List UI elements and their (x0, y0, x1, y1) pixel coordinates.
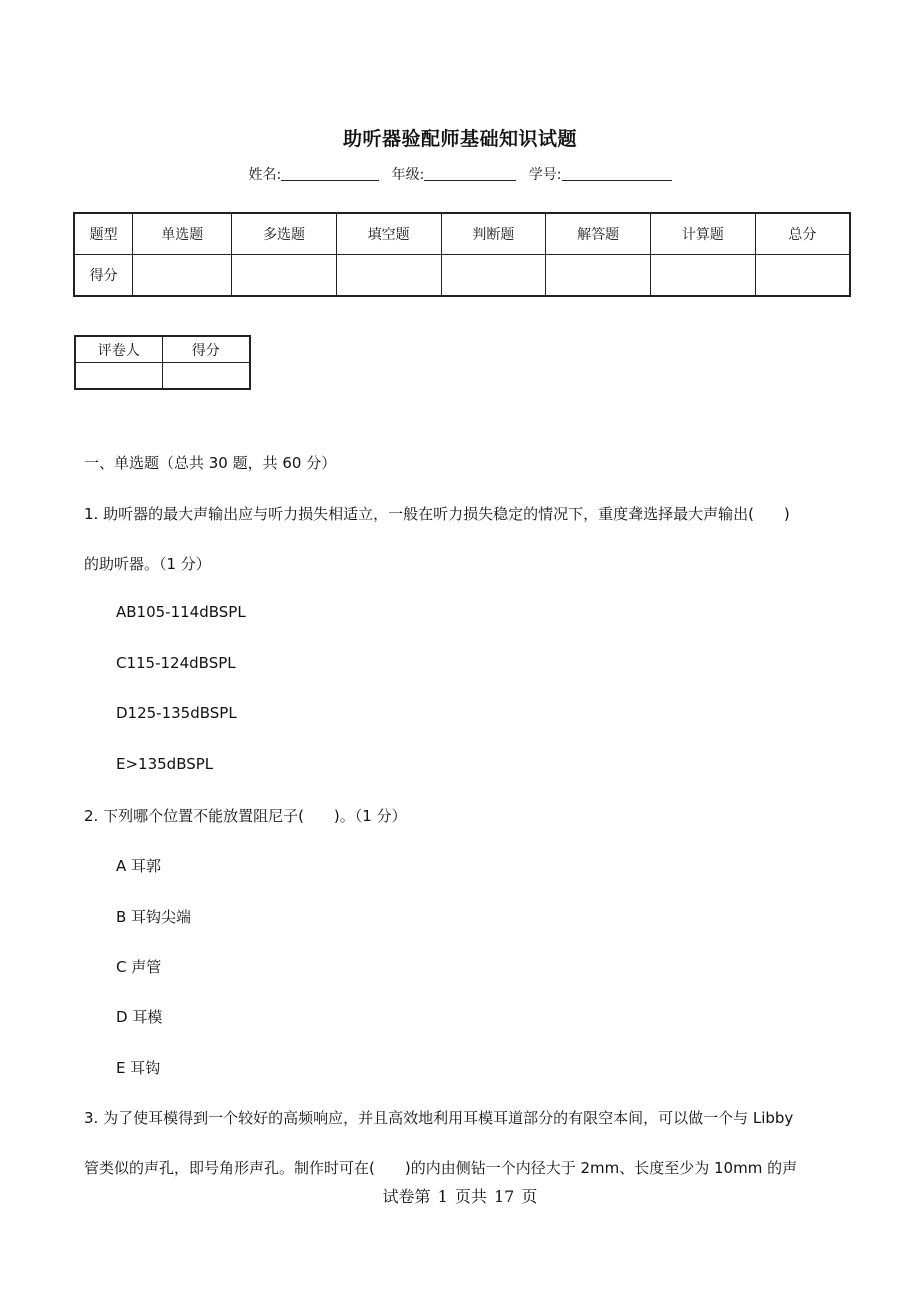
page-footer: 试卷第 1 页共 17 页 (382, 1187, 538, 1206)
question-1-option: E>135dBSPL (116, 755, 214, 773)
question-1-option: AB105-114dBSPL (116, 603, 246, 621)
question-2-option: E 耳钩 (116, 1059, 161, 1077)
question-1-text-cont: 的助听器。（1 分） (84, 555, 211, 573)
grader-table-empty-row (75, 363, 250, 390)
column-header: 单选题 (133, 213, 232, 255)
name-label: 姓名: (248, 167, 282, 183)
score-row-label: 得分 (74, 255, 133, 297)
score-cell (336, 255, 441, 297)
column-header: 解答题 (546, 213, 651, 255)
grader-score-cell (162, 363, 250, 390)
question-2-option: C 声管 (116, 958, 162, 976)
grade-blank (424, 166, 516, 181)
question-1-option: C115-124dBSPL (116, 654, 236, 672)
column-header: 多选题 (232, 213, 337, 255)
page-title: 助听器验配师基础知识试题 (342, 128, 577, 150)
grader-cell (75, 363, 162, 390)
question-2-option: D 耳模 (116, 1008, 163, 1026)
id-label: 学号: (528, 167, 562, 183)
section-heading: 一、单选题（总共 30 题，共 60 分） (84, 454, 337, 472)
score-table-header-row (74, 213, 850, 255)
grader-table-header-row (75, 336, 250, 363)
score-cell (755, 255, 850, 297)
score-cell (133, 255, 232, 297)
question-2-option: A 耳郭 (116, 857, 162, 875)
column-header: 填空题 (336, 213, 441, 255)
grade-label: 年级: (391, 167, 425, 183)
student-info (0, 164, 920, 184)
score-cell (546, 255, 651, 297)
question-2-text: 2. 下列哪个位置不能放置阻尼子( )。（1 分） (84, 807, 407, 825)
column-header: 判断题 (441, 213, 546, 255)
score-cell (232, 255, 337, 297)
grader-score-header: 得分 (162, 336, 250, 363)
score-cell (650, 255, 755, 297)
grader-table (74, 335, 251, 390)
score-table-header-label: 题型 (74, 213, 133, 255)
score-table (73, 212, 851, 297)
question-1-option: D125-135dBSPL (116, 704, 237, 722)
column-header: 计算题 (650, 213, 755, 255)
question-3-text: 3. 为了使耳模得到一个较好的高频响应，并且高效地利用耳模耳道部分的有限空本间，可以做一个与 Libby (84, 1109, 794, 1127)
question-2-option: B 耳钩尖端 (116, 908, 192, 926)
score-table-score-row (74, 255, 850, 297)
column-header: 总分 (755, 213, 850, 255)
name-blank (281, 166, 379, 181)
score-cell (441, 255, 546, 297)
id-blank (562, 166, 672, 181)
grader-header: 评卷人 (75, 336, 162, 363)
question-3-text-cont: 管类似的声孔，即号角形声孔。制作时可在( )的内由侧钻一个内径大于 2mm、长度至少为 10mm 的声 (84, 1159, 798, 1177)
question-1-text: 1. 助听器的最大声输出应与听力损失相适立，一般在听力损失稳定的情况下，重度聋选择最大声输出( ) (84, 505, 790, 523)
